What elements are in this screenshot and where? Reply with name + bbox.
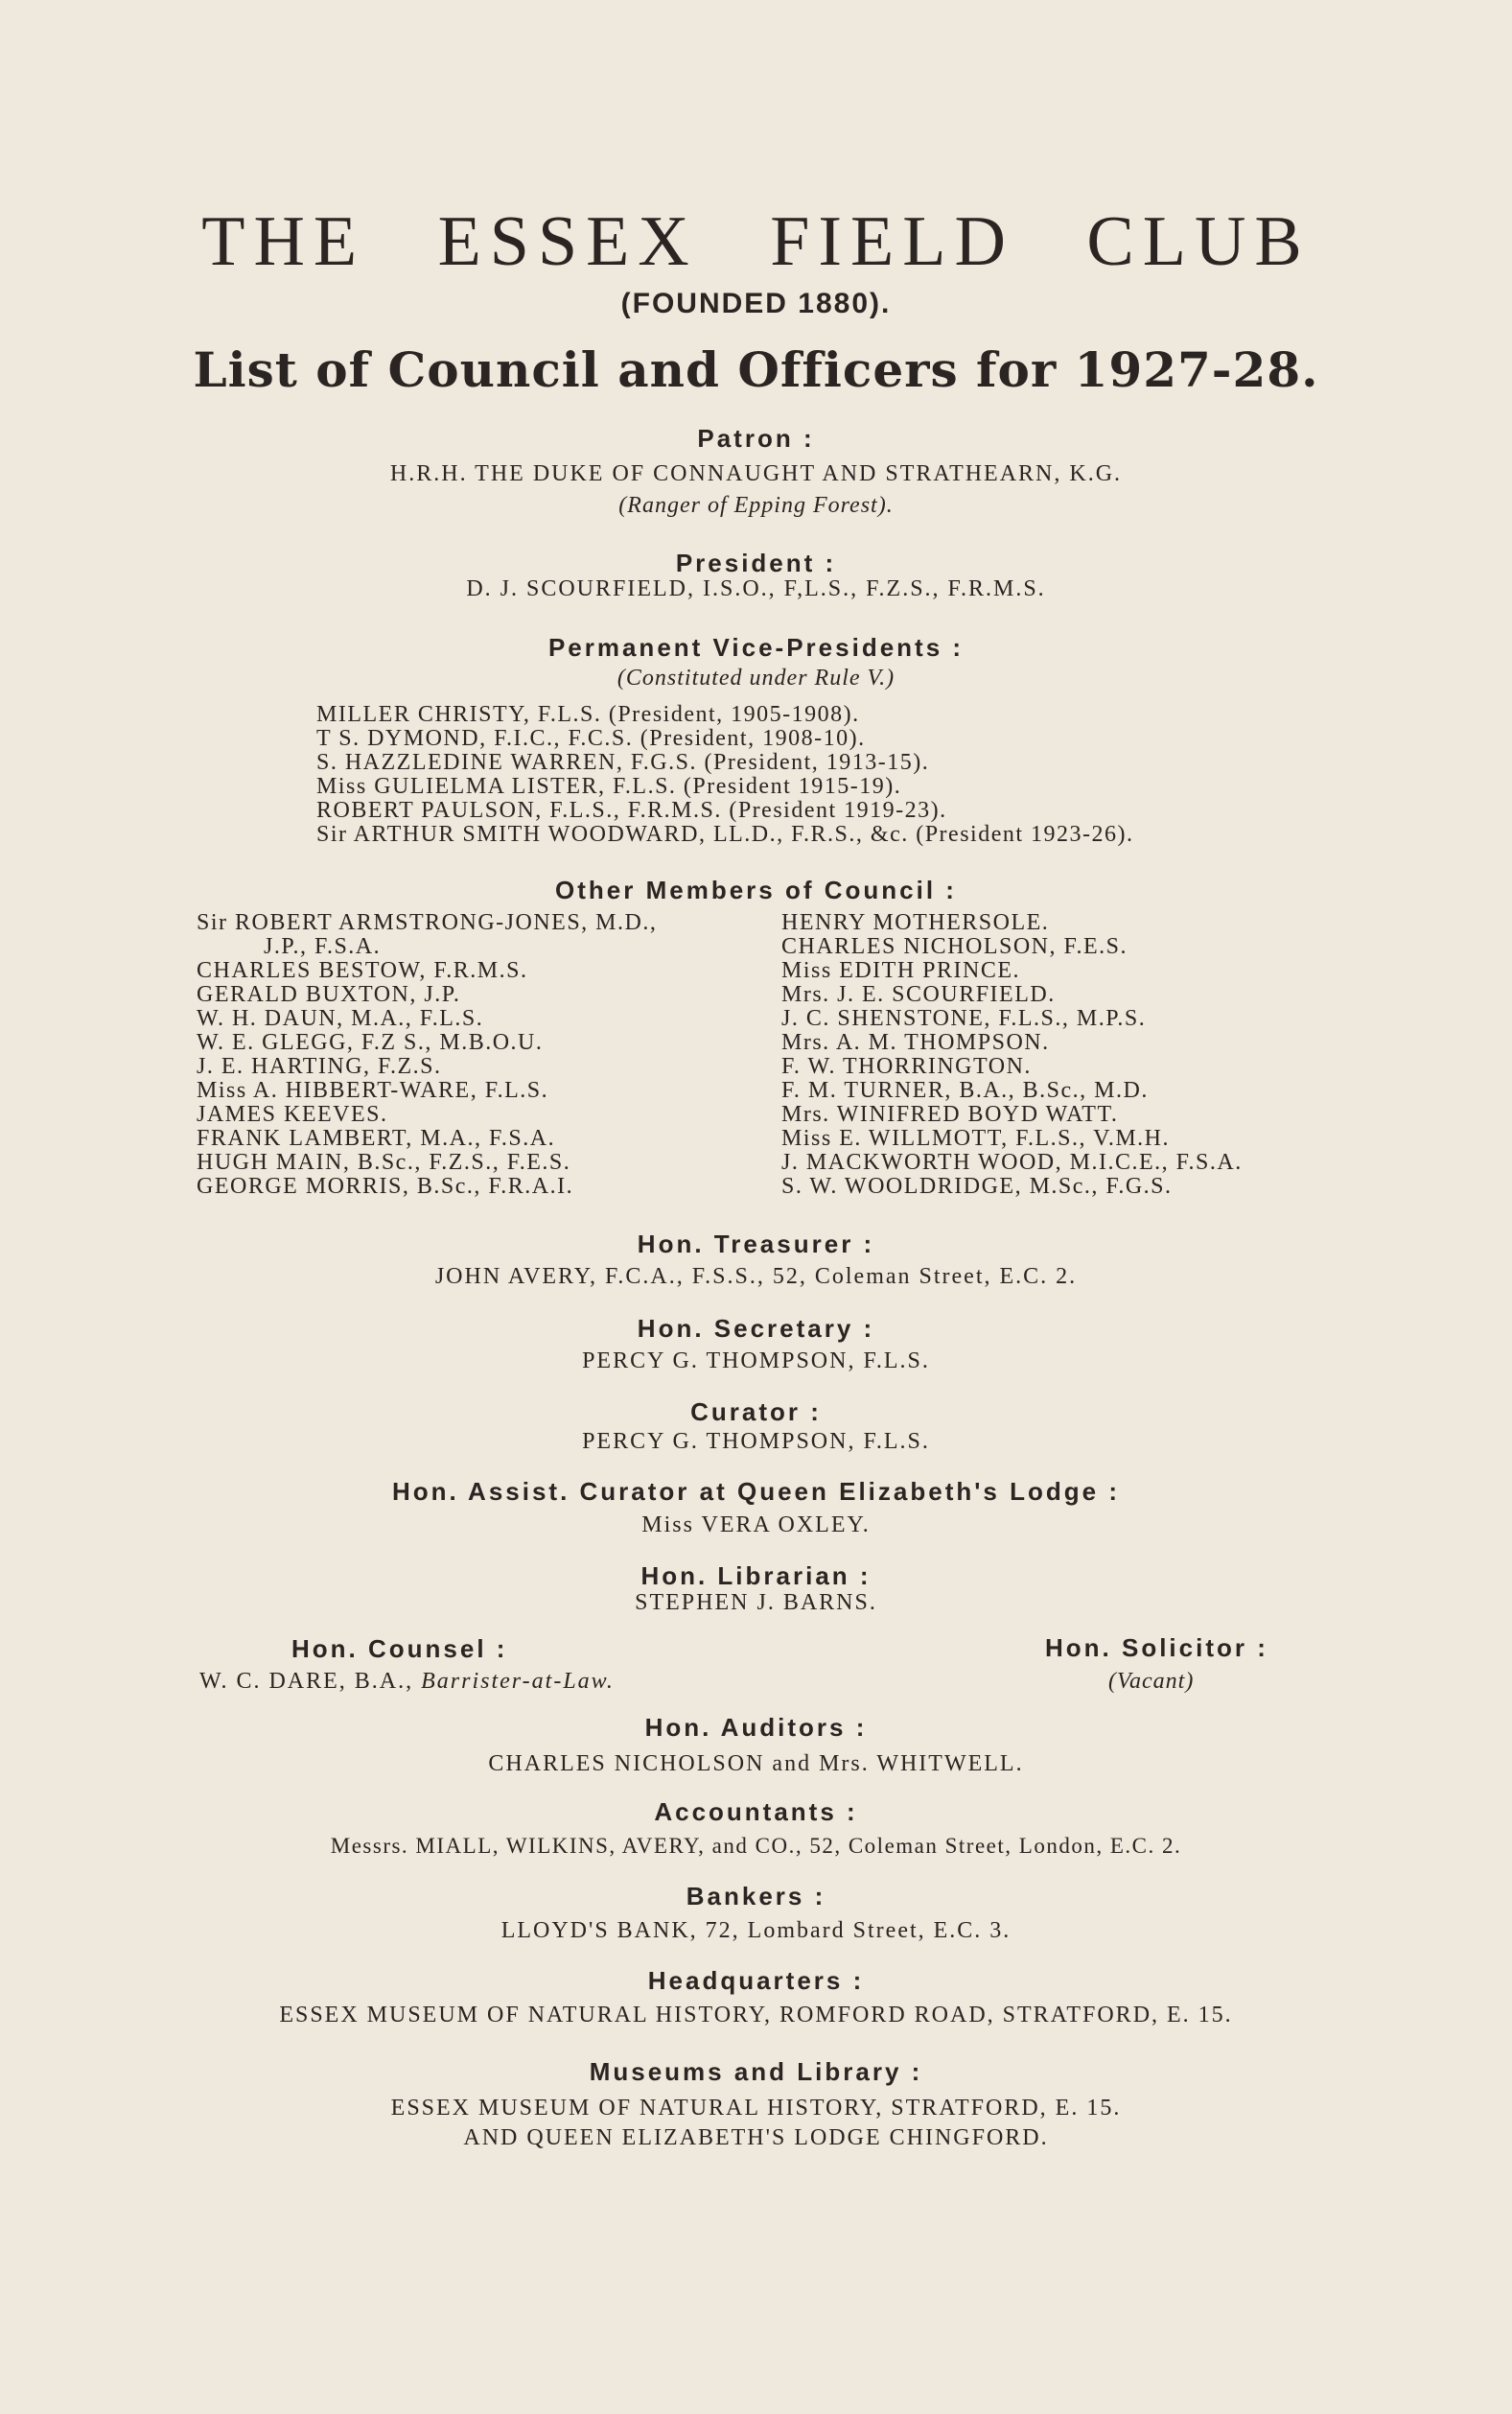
list-item: Sir ARTHUR SMITH WOODWARD, LL.D., F.R.S., &c. (President 1923-26). bbox=[316, 822, 1134, 847]
curator-heading: Curator : bbox=[690, 1397, 822, 1426]
president-name: D. J. SCOURFIELD, I.S.O., F,L.S., F.Z.S., F.R.M.S. bbox=[466, 576, 1046, 601]
list-item: J. C. SHENSTONE, F.L.S., M.P.S. bbox=[781, 1006, 1147, 1031]
list-item: GEORGE MORRIS, B.Sc., F.R.A.I. bbox=[197, 1174, 574, 1199]
treasurer-heading: Hon. Treasurer : bbox=[637, 1230, 875, 1258]
list-item: Miss E. WILLMOTT, F.L.S., V.M.H. bbox=[781, 1126, 1170, 1151]
list-item: T S. DYMOND, F.I.C., F.C.S. (President, 1908-10). bbox=[316, 726, 866, 751]
patron-heading: Patron : bbox=[697, 424, 815, 453]
list-item: HENRY MOTHERSOLE. bbox=[781, 910, 1050, 935]
list-item: F. W. THORRINGTON. bbox=[781, 1054, 1032, 1079]
counsel-role: Barrister-at-Law. bbox=[421, 1669, 615, 1694]
list-item: GERALD BUXTON, J.P. bbox=[197, 982, 461, 1007]
list-item: ROBERT PAULSON, F.L.S., F.R.M.S. (President 1919-23). bbox=[316, 798, 947, 823]
list-item: F. M. TURNER, B.A., B.Sc., M.D. bbox=[781, 1078, 1149, 1103]
assist-curator-name: Miss VERA OXLEY. bbox=[641, 1512, 871, 1537]
curator-name: PERCY G. THOMPSON, F.L.S. bbox=[582, 1429, 930, 1454]
list-item: Mrs. A. M. THOMPSON. bbox=[781, 1030, 1050, 1055]
list-item: J. MACKWORTH WOOD, M.I.C.E., F.S.A. bbox=[781, 1150, 1243, 1175]
librarian-heading: Hon. Librarian : bbox=[640, 1561, 872, 1590]
treasurer-name: JOHN AVERY, F.C.A., F.S.S., 52, Coleman Street, E.C. 2. bbox=[434, 1264, 1078, 1289]
list-item: CHARLES BESTOW, F.R.M.S. bbox=[197, 958, 528, 983]
museums-heading: Museums and Library : bbox=[589, 2057, 923, 2086]
list-item: J. E. HARTING, F.Z.S. bbox=[197, 1054, 442, 1079]
list-item: J.P., F.S.A. bbox=[264, 934, 382, 959]
council-heading: Other Members of Council : bbox=[555, 876, 957, 904]
list-title: List of Council and Officers for 1927-28. bbox=[193, 341, 1319, 398]
list-item: S. W. WOOLDRIDGE, M.Sc., F.G.S. bbox=[781, 1174, 1173, 1199]
auditors-name: CHARLES NICHOLSON and Mrs. WHITWELL. bbox=[488, 1751, 1024, 1776]
list-item: Mrs. J. E. SCOURFIELD. bbox=[781, 982, 1056, 1007]
list-item: CHARLES NICHOLSON, F.E.S. bbox=[781, 934, 1128, 959]
assist-curator-heading: Hon. Assist. Curator at Queen Elizabeth's Lodge : bbox=[392, 1477, 1120, 1506]
solicitor-heading: Hon. Solicitor : bbox=[1045, 1633, 1268, 1662]
headquarters-heading: Headquarters : bbox=[647, 1966, 865, 1995]
list-item: MILLER CHRISTY, F.L.S. (President, 1905-1908). bbox=[316, 702, 860, 727]
vice-presidents-note: (Constituted under Rule V.) bbox=[616, 666, 896, 691]
counsel-heading: Hon. Counsel : bbox=[291, 1634, 508, 1663]
list-item: S. HAZZLEDINE WARREN, F.G.S. (President, 1913-15). bbox=[316, 750, 930, 775]
list-item: HUGH MAIN, B.Sc., F.Z.S., F.E.S. bbox=[197, 1150, 571, 1175]
secretary-heading: Hon. Secretary : bbox=[637, 1314, 875, 1343]
list-item: W. E. GLEGG, F.Z S., M.B.O.U. bbox=[197, 1030, 544, 1055]
secretary-name: PERCY G. THOMPSON, F.L.S. bbox=[582, 1348, 930, 1373]
president-heading: President : bbox=[675, 549, 837, 577]
accountants-name: Messrs. MIALL, WILKINS, AVERY, and CO., 52, Coleman Street, London, E.C. 2. bbox=[330, 1834, 1182, 1858]
council-left-column bbox=[197, 911, 657, 1199]
list-item: Miss A. HIBBERT-WARE, F.L.S. bbox=[197, 1078, 549, 1103]
bankers-heading: Bankers : bbox=[686, 1882, 826, 1910]
vice-presidents-heading: Permanent Vice-Presidents : bbox=[547, 633, 965, 662]
bankers-name: LLOYD'S BANK, 72, Lombard Street, E.C. 3. bbox=[500, 1918, 1012, 1943]
headquarters-name: ESSEX MUSEUM OF NATURAL HISTORY, ROMFORD ROAD, STRATFORD, E. 15. bbox=[279, 2003, 1233, 2027]
list-item: Miss GULIELMA LISTER, F.L.S. (President 1915-19). bbox=[316, 774, 902, 799]
list-item: W. H. DAUN, M.A., F.L.S. bbox=[197, 1006, 484, 1031]
accountants-heading: Accountants : bbox=[654, 1797, 858, 1826]
patron-note: (Ranger of Epping Forest). bbox=[618, 493, 894, 518]
museums-line-1: ESSEX MUSEUM OF NATURAL HISTORY, STRATFORD, E. 15. bbox=[390, 2096, 1122, 2121]
librarian-name: STEPHEN J. BARNS. bbox=[635, 1590, 877, 1615]
founded-note: (FOUNDED 1880). bbox=[620, 288, 892, 319]
list-item: FRANK LAMBERT, M.A., F.S.A. bbox=[197, 1126, 556, 1151]
solicitor-name: (Vacant) bbox=[1108, 1669, 1195, 1694]
museums-line-2: AND QUEEN ELIZABETH'S LODGE CHINGFORD. bbox=[463, 2125, 1049, 2150]
counsel-name-text: W. C. DARE, B.A., bbox=[199, 1669, 414, 1694]
list-item: Miss EDITH PRINCE. bbox=[781, 958, 1021, 983]
list-item: JAMES KEEVES. bbox=[197, 1102, 388, 1127]
list-item: Mrs. WINIFRED BOYD WATT. bbox=[781, 1102, 1119, 1127]
auditors-heading: Hon. Auditors : bbox=[644, 1713, 868, 1742]
club-title: THE ESSEX FIELD CLUB bbox=[201, 202, 1311, 281]
council-right-column bbox=[781, 911, 1243, 1199]
list-item: Sir ROBERT ARMSTRONG-JONES, M.D., bbox=[197, 910, 658, 935]
patron-name: H.R.H. THE DUKE OF CONNAUGHT AND STRATHEARN, K.G. bbox=[389, 461, 1123, 486]
vice-presidents-list bbox=[316, 703, 1134, 847]
counsel-name bbox=[199, 1669, 615, 1695]
